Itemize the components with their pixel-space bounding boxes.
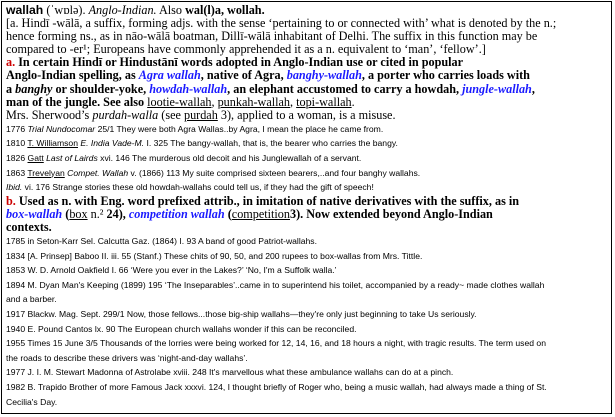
quotation: 1982 B. Trapido Brother of more Famous Jack xxxvi. 124, I thought briefly of Roger who, being a music wallah, had always made a thing of St. xyxy=(6,382,547,393)
sense-a-text: , native of Agra, xyxy=(200,68,284,83)
quotation: the roads to describe these drivers was ‘night-and-day wallahs’. xyxy=(6,352,248,363)
quotation: 1785 in Seton-Karr Sel. Calcutta Gaz. (1864) I. 93 A band of good Patriot-wallahs. xyxy=(6,236,317,247)
sense-b-line xyxy=(6,221,607,234)
quotation: 1917 Blackw. Mag. Sept. 299/1 Now, those fellows...those big-ship wallahs—they're only just beginning to take Us seriously. xyxy=(6,309,477,320)
sense-b-text: contexts. xyxy=(6,220,52,234)
example-purdah-walla: purdah-walla xyxy=(92,107,159,122)
sense-a-text: a xyxy=(6,81,13,96)
dictionary-entry xyxy=(1,1,612,414)
link-lootie-wallah[interactable]: lootie-wallah xyxy=(147,94,212,109)
pronunciation: (ˈwɒlə). xyxy=(46,3,86,17)
link-purdah[interactable]: purdah xyxy=(183,107,218,122)
quotation: 1834 [A. Prinsep] Baboo II. iii. 55 (Stanf.) These chits of 90, 50, and 200 rupees to box-wallas from Mrs. Tittle. xyxy=(6,250,423,261)
sense-a-text: man of the jungle. See also xyxy=(6,94,145,109)
quotation: Cecilia's Day. xyxy=(6,396,58,407)
quotation: 1955 Times 15 June 3/5 Thousands of the lorries were being worked for 12, 14, 16, and 18 hours a night, with tragic results. The term used on xyxy=(6,338,546,349)
sense-a-text: , a porter who carries loads with xyxy=(361,68,530,83)
sense-a-text: or shoulder-yoke, xyxy=(55,81,147,96)
example-banghy-wallah: banghy-wallah xyxy=(286,68,362,83)
sense-b-definition: Used as n. with Eng. word prefixed attrib., in imitation of native derivatives with the suffix, as in xyxy=(18,193,520,208)
sense-a-line xyxy=(6,109,607,122)
variants: wal(l)a, wollah. xyxy=(185,3,265,17)
etymology-line: hence forming ns., as in nāo-wālā boatman, Dillī-wālā inhabitant of Delhi. The suffix in this function may be xyxy=(6,29,538,44)
author-link[interactable]: Trevelyan xyxy=(27,167,65,178)
example-box-wallah: box-wallah xyxy=(6,206,63,221)
quotation: and a barber. xyxy=(6,294,57,305)
example-howdah-wallah: howdah-wallah xyxy=(149,81,228,96)
quotation: 1826 Gatt Last of Lairds xvi. 146 The murderous old decoit and his Junglewallah of a servant. xyxy=(6,153,362,164)
etymology-line: [a. Hindī -wālā, a suffix, forming adjs. with the sense ‘pertaining to or connected with’ what is denoted by the n.; xyxy=(6,16,557,31)
quotation: Ibid. vi. 176 Strange stories these old howdah-wallahs could tell us, if they had the gift of speech! xyxy=(6,182,374,193)
sense-a-text: , xyxy=(531,81,535,96)
link-topi-wallah[interactable]: topi-wallah xyxy=(296,94,352,109)
quotation: 1977 J. I. M. Stewart Madonna of Astrolabe xviii. 248 It's marvellous what these ambulance wallahs can do at a pinch. xyxy=(6,367,454,378)
sense-a-definition: In certain Hindī or Hindustānī words adopted in Anglo-Indian use or cited in popular xyxy=(18,55,464,70)
link-box[interactable]: box xyxy=(69,206,88,221)
sense-a-line: man of the jungle. See also lootie-wallah, punkah-wallah, topi-wallah. xyxy=(6,94,355,109)
example-banghy: banghy xyxy=(15,81,53,96)
quotation: 1776 Trial Nundocomar 25/1 They were both Agra Wallas..by Agra, I mean the place he came from. xyxy=(6,123,384,134)
quotation: 1810 T. Williamson E. India Vade-M. I. 325 The bangy-wallah, that is, the bearer who carries the bangy. xyxy=(6,138,398,149)
sense-a-text: , an elephant accustomed to carry a howdah, xyxy=(227,81,460,96)
example-competition-wallah: competition wallah xyxy=(128,206,225,221)
link-punkah-wallah[interactable]: punkah-wallah xyxy=(217,94,291,109)
author-link[interactable]: Gatt xyxy=(27,153,44,164)
sense-b-line: box-wallah (box n.² 24), competition wallah (competition3). Now extended beyond Anglo-Indian xyxy=(6,206,493,221)
etym-label: Anglo-Indian. xyxy=(88,3,157,17)
quotation: 1940 E. Pound Cantos lx. 90 The European church wallahs wonder if this can be reconciled. xyxy=(6,323,357,334)
example-agra-wallah: Agra wallah xyxy=(138,68,201,83)
quotation: 1863 Trevelyan Compet. Wallah v. (1866) 113 My suite comprised sixteen bearers,..and four banghy wallahs. xyxy=(6,167,421,178)
sense-a-text: Anglo-Indian spelling, as xyxy=(6,68,136,83)
sense-a-text: 3), applied to a woman, is a misuse. xyxy=(220,107,396,122)
headword: wallah xyxy=(6,3,44,17)
link-competition[interactable]: competition xyxy=(231,206,290,221)
also-text: Also xyxy=(158,3,183,17)
quotation: 1853 W. D. Arnold Oakfield I. 66 ‘Were you ever in the Lakes?’ ‘No, I'm a Suffolk walla.’ xyxy=(6,265,337,276)
example-jungle-wallah: jungle-wallah xyxy=(462,81,532,96)
sense-a-text: (see xyxy=(161,107,181,122)
etymology-line: compared to -er¹; Europeans have commonly apprehended it as a n. equivalent to ‘man’, ‘fellow’.] xyxy=(6,42,486,57)
sense-b-marker: b. xyxy=(6,193,16,208)
sense-a-marker: a. xyxy=(6,55,16,70)
sense-a-text: Mrs. Sherwood’s xyxy=(6,107,90,122)
author-link[interactable]: T. Williamson xyxy=(27,138,78,149)
quotation: 1894 M. Dyan Man's Keeping (1899) 195 ‘The Inseparables’..came in to superintend his toilet, accompanied by a ready~ made clothes wallah xyxy=(6,279,545,290)
